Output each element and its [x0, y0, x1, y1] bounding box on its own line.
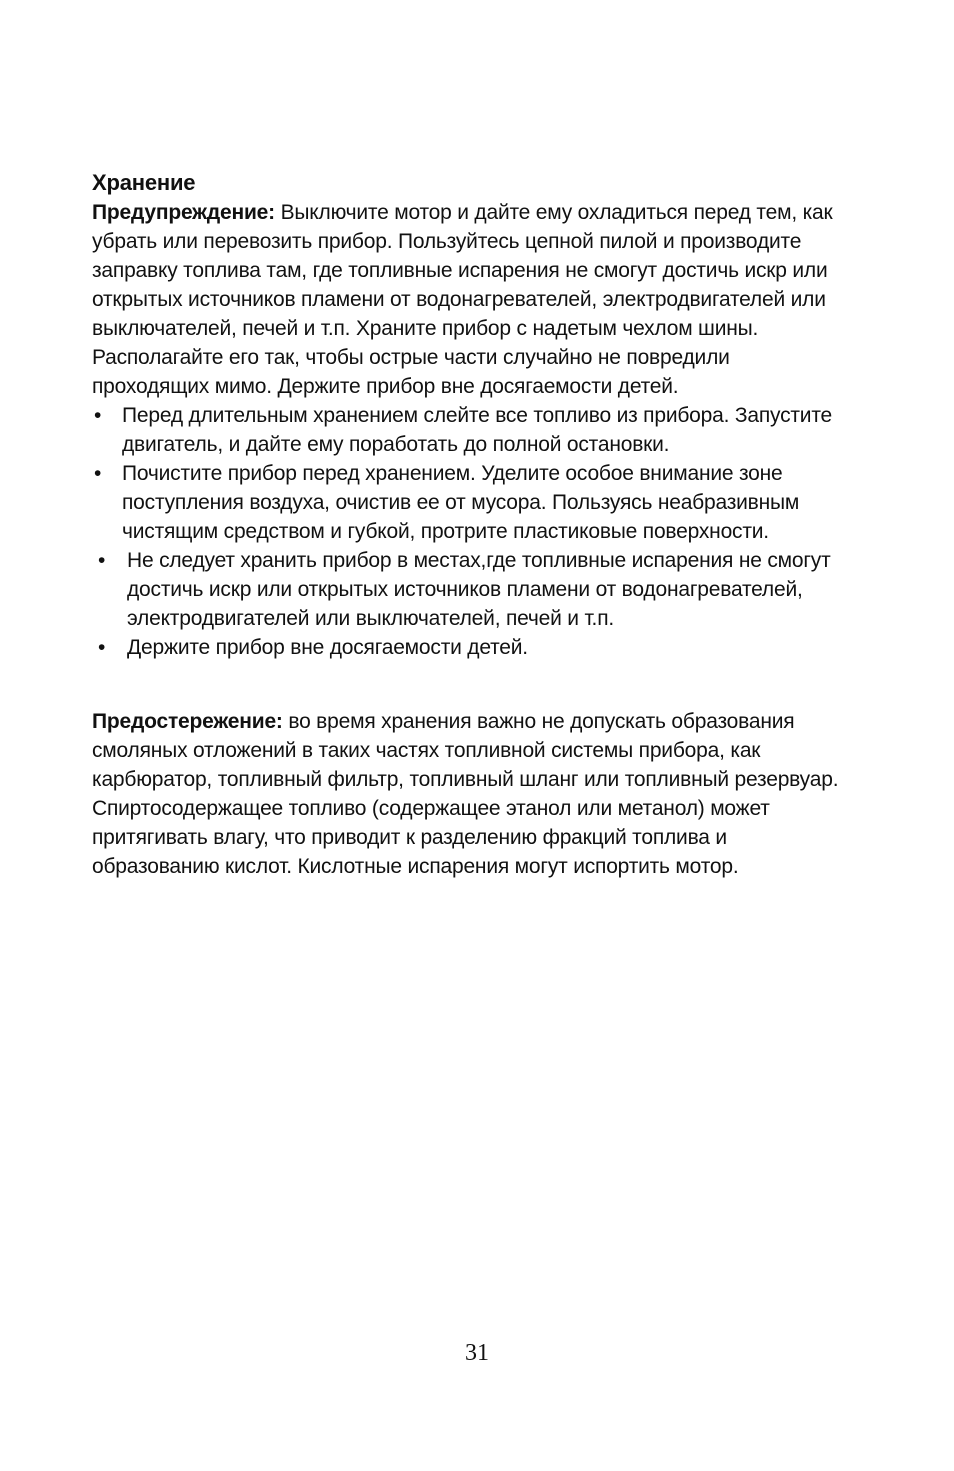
- list-item-text: Перед длительным хранением слейте все топливо из прибора. Запустите двигатель, и дайте ему поработать до полной остановки.: [122, 404, 832, 456]
- caution-paragraph: [92, 707, 852, 881]
- storage-bullet-list: [92, 401, 852, 662]
- list-item: [92, 459, 852, 546]
- caution-text: во время хранения важно не допускать образования смоляных отложений в таких частях топливной системы прибора, как карбюратор, топливный фильтр, топливный шланг или топливный резервуар. Спиртосодержащее топливо (содержащее этанол или метанол) может притягивать влагу, что приводит к разделению фракций топлива и образованию кислот. Кислотные испарения могут испортить мотор.: [92, 710, 839, 878]
- list-item-text: Почистите прибор перед хранением. Уделите особое внимание зоне поступления воздуха, очистив ее от мусора. Пользуясь неабразивным чистящим средством и губкой, протрите пластиковые поверхности.: [122, 462, 800, 543]
- bullet-icon: •: [98, 549, 106, 572]
- warning-paragraph: [92, 198, 852, 401]
- bullet-icon: •: [94, 462, 102, 485]
- list-item: [92, 633, 852, 662]
- page-number: 31: [465, 1340, 489, 1366]
- warning-label: Предупреждение:: [92, 201, 275, 224]
- storage-section: [92, 168, 852, 881]
- section-title: Хранение: [92, 170, 196, 195]
- bullet-icon: •: [94, 404, 102, 427]
- caution-label: Предостережение:: [92, 710, 283, 733]
- bullet-icon: •: [98, 636, 106, 659]
- list-item-text: Не следует хранить прибор в местах,где топливные испарения не смогут достичь искр или открытых источников пламени от водонагревателей, электродвигателей или выключателей, печей и т.п.: [127, 549, 831, 630]
- list-item: [92, 546, 852, 633]
- warning-text: Выключите мотор и дайте ему охладиться перед тем, как убрать или перевозить прибор. Пользуйтесь цепной пилой и производите заправку топлива там, где топливные испарения не смогут достичь искр или открытых источников пламени от водонагревателей, электродвигателей или выключателей, печей и т.п. Храните прибор с надетым чехлом шины. Располагайте его так, чтобы острые части случайно не повредили проходящих мимо. Держите прибор вне досягаемости детей.: [92, 201, 833, 398]
- list-item: [92, 401, 852, 459]
- list-item-text: Держите прибор вне досягаемости детей.: [127, 636, 528, 659]
